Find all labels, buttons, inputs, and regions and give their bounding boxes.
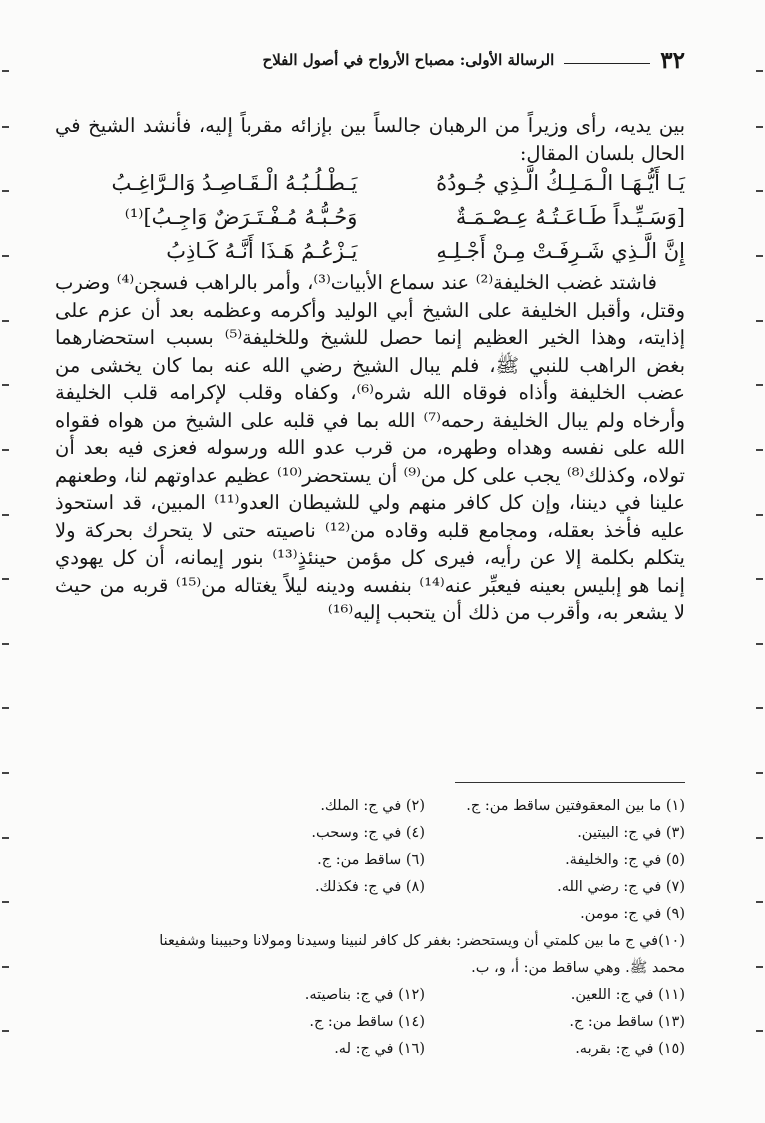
verse-first-hemistich: يَـا أَيُّـهَـا الْـمَـلِـكُ الَّـذِي جُـودُهُ (436, 171, 685, 196)
page-number: ٣٢ (660, 46, 685, 74)
footnote-row (55, 1009, 685, 1036)
footnote-row (55, 820, 685, 847)
footnote: (٣) في ج: البيتين. (577, 825, 685, 841)
margin-mark (2, 255, 9, 257)
running-title: الرسالة الأولى: مصباح الأرواح في أصول الفلاح (262, 51, 555, 69)
margin-mark (2, 578, 9, 580)
header-rule (564, 63, 650, 65)
main-text (55, 112, 685, 627)
margin-mark (2, 837, 9, 839)
footnote: (٧) في ج: رضي الله. (557, 879, 685, 895)
intro-paragraph: بين يديه، رأى وزيراً من الرهبان جالساً بين بإزائه مقرباً إليه، فأنشد الشيخ في الحال بلسان المقال: (55, 114, 685, 165)
margin-mark (756, 1030, 763, 1032)
footnote-row (55, 847, 685, 874)
margin-mark (2, 772, 9, 774)
margin-mark (756, 772, 763, 774)
footnote-row (55, 901, 685, 928)
margin-mark (756, 384, 763, 386)
margin-mark (756, 190, 763, 192)
footnote: (١٤) ساقط من: ج. (309, 1014, 425, 1030)
footnote-divider (455, 782, 685, 783)
margin-mark (756, 707, 763, 709)
footnote: (١٥) في ج: بقربه. (575, 1041, 685, 1057)
footnote: (١١) في ج: اللعين. (570, 987, 685, 1003)
footnote: (٥) في ج: والخليفة. (565, 852, 685, 868)
margin-mark (2, 643, 9, 645)
margin-mark (2, 449, 9, 451)
verse-second-hemistich: وَحُـبُّـهُ مُـفْـتَـرَضٌ وَاجِـبُ]⁽¹⁾ (124, 205, 358, 230)
verse-first-hemistich: إِنَّ الَّـذِي شَـرِفَـتْ مِـنْ أَجْـلِـهِ (436, 239, 685, 264)
margin-mark (756, 901, 763, 903)
verse-line (55, 235, 685, 269)
margin-mark (2, 126, 9, 128)
verse-second-hemistich: يَـزْعُـمُ هَـذَا أَنَّـهُ كَـاذِبُ (166, 239, 358, 264)
page-header (55, 44, 685, 76)
footnote: (٢) في ج: الملك. (320, 798, 425, 814)
footnote-row (55, 982, 685, 1009)
margin-mark (756, 643, 763, 645)
margin-mark (2, 901, 9, 903)
footnote-row (55, 955, 685, 982)
footnote-row (55, 874, 685, 901)
footnote: (٩) في ج: مومن. (580, 906, 685, 922)
verse-line (55, 167, 685, 201)
margin-mark (2, 320, 9, 322)
footnote-10-line-1: (١٠)في ج ما بين كلمتي أن ويستحضر: بغفر كل كافر لنبينا وسيدنا ومولانا وحبيبنا وشفيعنا (159, 933, 685, 949)
margin-mark (2, 190, 9, 192)
footnote-row (55, 928, 685, 955)
footnote: (٨) في ج: فكذلك. (314, 879, 425, 895)
footnote: (١٣) ساقط من: ج. (569, 1014, 685, 1030)
margin-mark (756, 126, 763, 128)
margin-mark (756, 320, 763, 322)
margin-mark (756, 966, 763, 968)
footnote-row (55, 1036, 685, 1063)
margin-mark (2, 514, 9, 516)
margin-mark (2, 70, 9, 72)
poem (55, 167, 685, 269)
main-paragraph: فاشتد غضب الخليفة⁽²⁾ عند سماع الأبيات⁽³⁾، وأمر بالراهب فسجن⁽⁴⁾ وضرب وقتل، وأقبل الخليفة على الشيخ أبي الوليد وأكرمه وعظمه بعد أن عزم على إذايته، وهذا الخير العظيم إنما حصل للشيخ وللخليفة⁽⁵⁾ بسبب استحضارهما بغض الراهب للنبي ﷺ، فلم يبال الشيخ رضي الله عنه بما كان يخشى من عضب الخليفة وأذاه فوقاه الله شره⁽⁶⁾، وكفاه وقلب لإكرامه قلب الخليفة وأرخاه ولم يبال الخليفة رحمه⁽⁷⁾ الله بما في قلبه على الشيخ من هواه فقواه الله على نفسه وهداه وطهره، من قرب عدو الله ورسوله فعزى فيه بعد أن تولاه، وكذلك⁽⁸⁾ يجب على كل من⁽⁹⁾ أن يستحضر⁽¹⁰⁾ عظيم عداوتهم لنا، وطعنهم علينا في ديننا، وإن كل كافر منهم ولي للشيطان العدو⁽¹¹⁾ المبين، قد استحوذ عليه فأخذ بعقله، ومجامع قلبه وقاده من⁽¹²⁾ ناصيته حتى لا يتحرك بحركة ولا يتكلم بكلمة إلا عن رأيه، فيرى كل مؤمن حينئذٍ⁽¹³⁾ بنور إيمانه، أن كل يهودي إنما هو إبليس بعينه فيعبِّر عنه⁽¹⁴⁾ بنفسه ودينه ليلاً يغتاله من⁽¹⁵⁾ قربه من حيث لا يشعر به، وأقرب من ذلك أن يتحبب إليه⁽¹⁶⁾ (55, 271, 685, 624)
verse-second-hemistich: يَـطْـلُـبُـهُ الْـقَـاصِـدُ وَالـرَّاغِـبُ (111, 171, 358, 196)
footnote: (١٦) في ج: له. (334, 1041, 425, 1057)
footnote-row (55, 793, 685, 820)
margin-mark (756, 449, 763, 451)
margin-mark (2, 707, 9, 709)
footnote: (٤) في ج: وسحب. (311, 825, 425, 841)
margin-mark (756, 837, 763, 839)
footnote: (١٢) في ج: بناصيته. (304, 987, 425, 1003)
footnote-10-line-2: محمد ﷺ. وهي ساقط من: أ، و، ب. (471, 960, 685, 976)
footnote: (٦) ساقط من: ج. (317, 852, 425, 868)
margin-mark (2, 966, 9, 968)
verse-first-hemistich: [وَسَـيِّـداً طَـاعَـتُـهُ عِـصْـمَـةٌ (455, 205, 685, 230)
footnotes (55, 793, 685, 1063)
margin-mark (756, 70, 763, 72)
margin-mark (2, 1030, 9, 1032)
margin-mark (756, 578, 763, 580)
footnote: (١) ما بين المعقوفتين ساقط من: ج. (466, 798, 685, 814)
margin-mark (2, 384, 9, 386)
verse-line (55, 201, 685, 235)
margin-mark (756, 255, 763, 257)
margin-mark (756, 514, 763, 516)
